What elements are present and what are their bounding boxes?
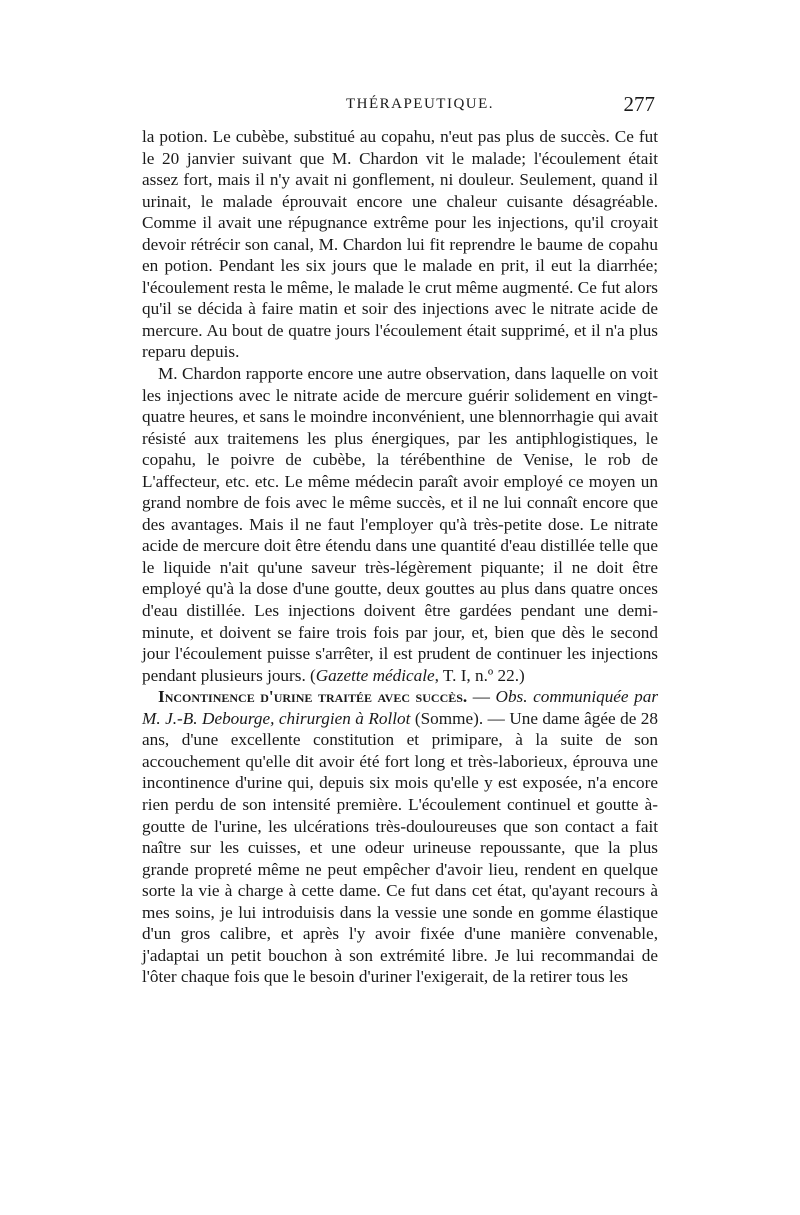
observation-credit: Obs. communiquée par M. J.-B. Debourge, chirurgien à Rollot	[142, 687, 659, 728]
paragraph-text: — Une dame âgée de 28 ans, d'une excellente constitution et primipare, à la suite de son accouchement qu'elle dit avoir été fort long et très-laborieux, éprouva une incontinence d'urine qui, depuis six mois qu'elle y est exposée, n'a encore rien perdu de son intensité première. L'écoulement continuel et goutte à-goutte de l'urine, les ulcérations très-douloureuses que son contact a fait naître sur les cuisses, et une odeur urineuse repoussante, que la plus grande propreté même ne peut empêcher d'avoir lieu, rendent en quelque sorte la vie à charge à cette dame. Ce fut dans cet état, qu'ayant recours à mes soins, je lui introduisis dans la vessie une sonde en gomme élastique d'un gros calibre, et après l'y avoir fixée d'une manière convenable, j'adaptai un petit bouchon à son extrémité libre. Je lui recommandai de l'ôter chaque fois que le besoin d'uriner l'exigerait, de la retirer tous les	[142, 708, 658, 987]
paragraph: la potion. Le cubèbe, substitué au copahu, n'eut pas plus de succès. Ce fut le 20 janvier suivant que M. Chardon vit le malade; l'écoulement était assez fort, mais il n'y avait ni gonflement, ni douleur. Seulement, quand il urinait, le malade éprouvait encore une chaleur cuisante désagréable. Comme il avait une répugnance extrême pour les injections, qu'il croyait devoir rétrécir son canal, M. Chardon lui fit reprendre le baume de copahu en potion. Pendant les six jours que le malade en prit, il eut la diarrhée; l'écoulement resta le même, le malade le crut même augmenté. Ce fut alors qu'il se décida à faire matin et soir des injections avec le nitrate acide de mercure. Au bout de quatre jours l'écoulement était supprimé, et il n'a plus reparu depuis.	[142, 127, 658, 362]
page-number: 277	[623, 92, 655, 116]
paragraph-text: M. Chardon rapporte encore une autre observation, dans laquelle on voit les injections avec le nitrate acide de mercure guérir solidement en vingt-quatre heures, et sans le moindre inconvénient, une blennorrhagie qui avait résisté aux traitemens les plus énergiques, par les antiphlogistiques, le copahu, le poivre de cubèbe, la térébenthine de Venise, le rob de L'affecteur, etc. etc. Le même médecin paraît avoir employé ce moyen un grand nombre de fois avec le même succès, et il ne lui connaît encore que des avantages. Mais il ne faut l'employer qu'à très-petite dose. Le nitrate acide de mercure doit être étendu dans une quantité d'eau distillée telle que le liquide n'ait qu'une saveur très-légèrement piquante; il ne doit être employé qu'à la dose d'une goutte, deux gouttes au plus dans quatre onces d'eau distillée. Les injections doivent être gardées pendant une demi-minute, et doivent se faire trois fois par jour, et, bien que dès le second jour l'écoulement puisse s'arrêter, il est prudent de continuer les injections pendant plusieurs jours. (	[142, 364, 658, 685]
running-title: THÉRAPEUTIQUE.	[345, 96, 495, 112]
citation-source: Gazette médicale	[315, 665, 435, 685]
paragraph	[142, 686, 658, 988]
body-text	[142, 126, 658, 988]
observation-place: (Somme).	[410, 708, 484, 728]
citation-reference: , T. I, n.º 22.)	[434, 665, 525, 685]
running-head	[145, 92, 655, 120]
section-dash: —	[467, 687, 496, 707]
paragraph	[142, 363, 658, 686]
section-heading: Incontinence d'urine traitée avec succès.	[158, 687, 468, 707]
